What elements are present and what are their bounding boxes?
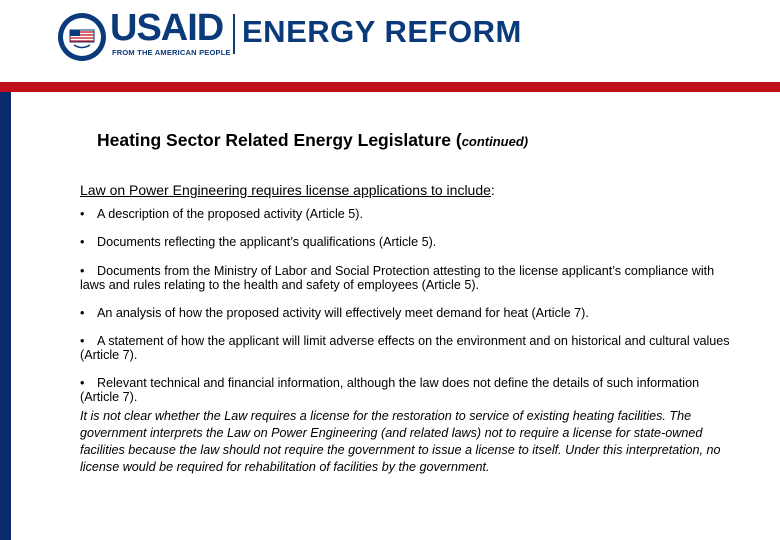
slide-title-main: Heating Sector Related Energy Legislature ( [97,130,462,150]
list-item [80,334,740,362]
usaid-tagline: FROM THE AMERICAN PEOPLE [112,48,231,57]
intro-colon: : [490,182,495,198]
bullet-text: Relevant technical and financial information, although the law does not define the details of such information (Article 7). [80,376,700,404]
bullet-icon: • [80,306,85,320]
bullet-text: A description of the proposed activity (Article 5). [97,207,363,221]
list-item [80,376,740,404]
program-name: ENERGY REFORM [242,14,522,49]
italic-note: It is not clear whether the Law requires a license for the restoration to service of existing heating facilities. The government interprets the Law on Power Engineering (and related laws) not to require a license for state-owned facilities because the law should not require the government to issue a license to itself. Under this interpretation, no license would be required for rehabilitation of facilities by the government. [80,409,721,474]
bullet-text: Documents from the Ministry of Labor and Social Protection attesting to the license applicant’s compliance with laws and rules relating to the health and safety of employees (Article 5). [80,264,715,292]
bullet-icon: • [80,207,85,221]
slide-title [97,130,528,151]
header-banner [0,0,780,82]
usaid-seal-icon [57,12,107,62]
list-item [80,207,740,221]
navy-side-bar [0,92,11,540]
bullet-text: An analysis of how the proposed activity will effectively meet demand for heat (Article 7). [97,306,589,320]
bullet-icon: • [80,334,85,348]
list-item [80,264,740,292]
logo-divider [233,14,235,54]
bullet-icon: • [80,376,85,390]
intro-line [80,182,495,198]
red-top-bar [0,82,780,92]
intro-text: Law on Power Engineering requires license applications to include [80,182,491,198]
slide-title-suffix: continued) [461,134,529,149]
bullet-text: Documents reflecting the applicant’s qualifications (Article 5). [97,235,437,249]
usaid-logo-text: USAID [110,7,224,49]
list-item [80,235,740,249]
bullet-icon: • [80,235,85,249]
list-item [80,306,740,320]
bullet-icon: • [80,264,85,278]
bullet-text: A statement of how the applicant will limit adverse effects on the environment and on historical and cultural values (Article 7). [80,334,730,362]
